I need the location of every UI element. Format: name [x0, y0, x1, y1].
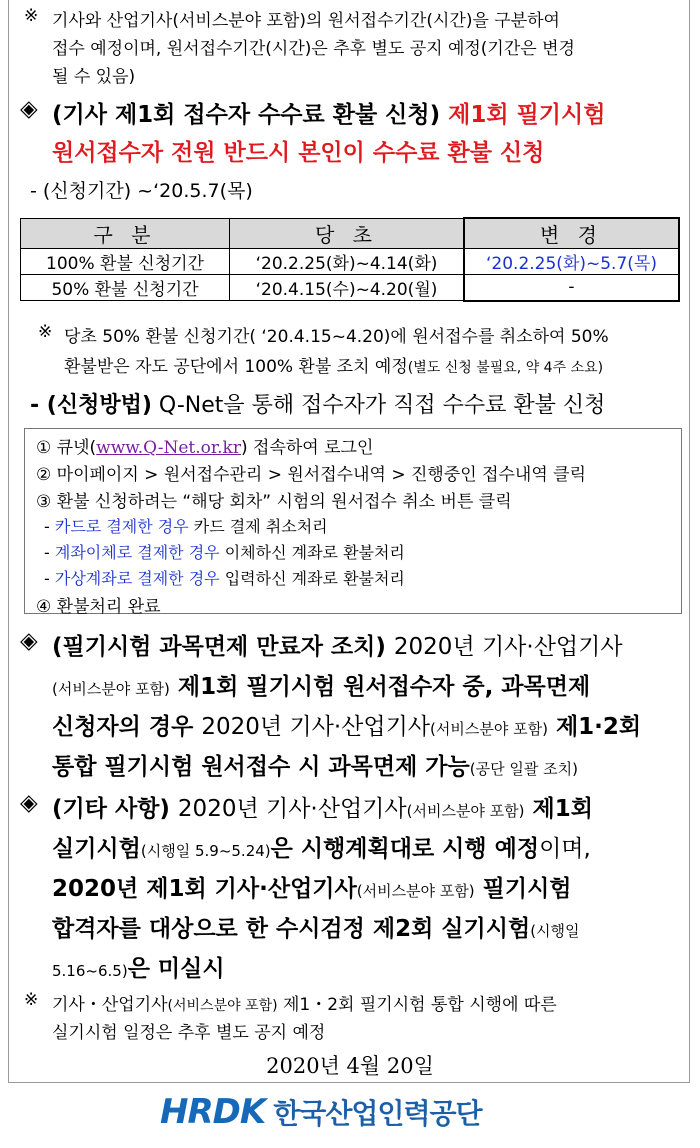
- notice1-line3: 될 수 있음): [52, 67, 136, 87]
- exempt-line3-b: 2020년 기사·산업기사: [201, 714, 431, 740]
- exempt-bullet: ◈: [20, 628, 38, 654]
- table-cell: ‘20.4.15(수)~4.20(월): [230, 275, 465, 301]
- exempt-line4: [52, 748, 578, 781]
- method-line: [30, 388, 605, 419]
- exempt-line2-tail: 제1회 필기시험 원서접수자 중, 과목면제: [177, 674, 591, 700]
- refund-bullet: ◈: [20, 96, 38, 122]
- sub-dash: -: [44, 569, 50, 588]
- qnet-link[interactable]: www.Q-Net.or.kr: [96, 438, 241, 458]
- refund-heading-text: (기사 제1회 접수자 수수료 환불 신청): [52, 102, 441, 128]
- etc-line4: [52, 910, 580, 943]
- step-card: [44, 514, 328, 537]
- notice3-line1: [52, 990, 557, 1015]
- table-cell: 50% 환불 신청기간: [21, 275, 230, 301]
- etc-line1-small: (서비스분야 포함): [406, 802, 525, 820]
- exempt-line3-small: (서비스분야 포함): [430, 720, 548, 738]
- bank-action: 이체하신 계좌로 환불처리: [224, 543, 405, 562]
- step-virtual: [44, 566, 405, 589]
- sub-dash: -: [44, 543, 50, 562]
- exempt-line3-a: 신청자의 경우: [52, 714, 194, 740]
- exempt-line3-c: 제1·2회: [555, 714, 642, 740]
- notice1-line1: 기사와 산업기사(서비스분야 포함)의 원서접수기간(시간)을 구분하여: [52, 11, 560, 31]
- etc-line1-a: 2020년 기사·산업기사: [177, 796, 407, 822]
- virtual-case: 가상계좌로 결제한 경우: [54, 569, 220, 588]
- exempt-line4-a: 통합 필기시험 원서접수 시 과목면제 가능: [52, 754, 470, 780]
- step-1-post: ) 접속하여 로그인: [240, 438, 374, 458]
- logo-mark: HRDK: [160, 1092, 266, 1132]
- table-header-original: 당 초: [230, 218, 465, 249]
- exempt-line2: [52, 668, 590, 701]
- method-label: - (신청방법): [30, 393, 152, 418]
- step-1-pre: 큐넷(: [56, 438, 97, 458]
- notice2-line1: 당초 50% 환불 신청기간( ‘20.4.15~4.20)에 원서접수를 취소하여 50%: [64, 327, 609, 347]
- notice-symbol: ※: [24, 990, 39, 1010]
- exempt-line2-small: (서비스분야 포함): [52, 680, 170, 698]
- table-header-category: 구 분: [21, 218, 230, 249]
- step-3: ③ 환불 신청하려는 “해당 회차” 시험의 원서접수 취소 버튼 클릭: [36, 492, 512, 512]
- table-cell: 100% 환불 신청기간: [21, 249, 230, 275]
- etc-line3-small: (서비스분야 포함): [356, 882, 475, 900]
- step-4: ④ 환불처리 완료: [36, 597, 161, 617]
- refund-red-line2: 원서접수자 전원 반드시 본인이 수수료 환불 신청: [52, 140, 545, 166]
- hrdk-logo: [160, 1092, 482, 1132]
- notice3-line1-small: (서비스분야 포함): [167, 998, 278, 1014]
- card-case: 카드로 결제한 경우: [54, 517, 189, 536]
- etc-line2-small: (시행일 5.9~5.24): [140, 842, 271, 860]
- card-action: 카드 결제 취소처리: [193, 517, 328, 536]
- bank-case: 계좌이체로 결제한 경우: [54, 543, 220, 562]
- refund-period: - (신청기간) ~‘20.5.7(목): [30, 180, 253, 202]
- etc-line5-small: 5.16~6.5): [52, 962, 128, 980]
- etc-line3-a: 2020년 제1회 기사·산업기사: [52, 876, 357, 902]
- notice-symbol: ※: [38, 322, 53, 342]
- table-cell: ‘20.2.25(화)~4.14(화): [230, 249, 465, 275]
- exempt-line1: [52, 628, 623, 661]
- notice3-line1-b: 제1・2회 필기시험 통합 시행에 따른: [283, 995, 557, 1015]
- notice2-line2: [64, 352, 603, 377]
- notice2-line2-note: (별도 신청 불필요, 약 4주 소요): [407, 360, 604, 376]
- refund-heading: [52, 96, 605, 129]
- exempt-line1-tail: 2020년 기사·산업기사: [393, 634, 623, 660]
- method-text: Q-Net을 통해 접수자가 직접 수수료 환불 신청: [158, 393, 606, 418]
- exempt-line4-small: (공단 일괄 조치): [469, 760, 578, 778]
- table-cell-changed: -: [464, 275, 679, 301]
- table-header-changed: 변 경: [464, 218, 679, 249]
- etc-line3: [52, 870, 572, 903]
- sub-dash: -: [44, 517, 50, 536]
- step-1-number: ①: [36, 438, 52, 458]
- etc-line3-b: 필기시험: [482, 876, 572, 902]
- etc-line2-c: 이며,: [539, 836, 591, 862]
- etc-line2-b: 은 시행계획대로 시행 예정: [270, 836, 540, 862]
- refund-table: [20, 217, 680, 302]
- etc-line5: [52, 950, 225, 983]
- table-cell-changed: ‘20.2.25(화)~5.7(목): [464, 249, 679, 275]
- etc-line1-b: 제1회: [532, 796, 593, 822]
- refund-red-text: 제1회 필기시험: [448, 102, 606, 128]
- org-name: 한국산업인력공단: [273, 1097, 482, 1130]
- exempt-line3: [52, 708, 641, 741]
- notice1-line2: 접수 예정이며, 원서접수기간(시간)은 추후 별도 공지 예정(기간은 변경: [52, 39, 575, 59]
- step-2: ② 마이페이지 > 원서접수관리 > 원서접수내역 > 진행중인 접수내역 클릭: [36, 465, 587, 485]
- step-1: [36, 433, 373, 458]
- step-bank: [44, 540, 405, 563]
- etc-line1: [52, 790, 593, 823]
- document-date: 2020년 4월 20일: [266, 1054, 434, 1078]
- etc-line2-a: 실기시험: [52, 836, 141, 862]
- virtual-action: 입력하신 계좌로 환불처리: [224, 569, 405, 588]
- notice-symbol: ※: [24, 6, 39, 26]
- etc-line4-small: (시행일: [530, 922, 580, 940]
- exempt-heading: (필기시험 과목면제 만료자 조치): [52, 634, 386, 660]
- notice3-line1-a: 기사・산업기사: [52, 995, 168, 1015]
- etc-line4-a: 합격자를 대상으로 한 수시검정 제2회 실기시험: [52, 916, 531, 942]
- etc-line2: [52, 830, 591, 863]
- notice3-line2: 실기시험 일정은 추후 별도 공지 예정: [52, 1023, 326, 1043]
- notice2-line2-main: 환불받은 자도 공단에서 100% 환불 조치 예정: [64, 357, 408, 377]
- etc-heading: (기타 사항): [52, 796, 170, 822]
- etc-line5-b: 은 미실시: [127, 956, 225, 982]
- etc-bullet: ◈: [20, 790, 38, 816]
